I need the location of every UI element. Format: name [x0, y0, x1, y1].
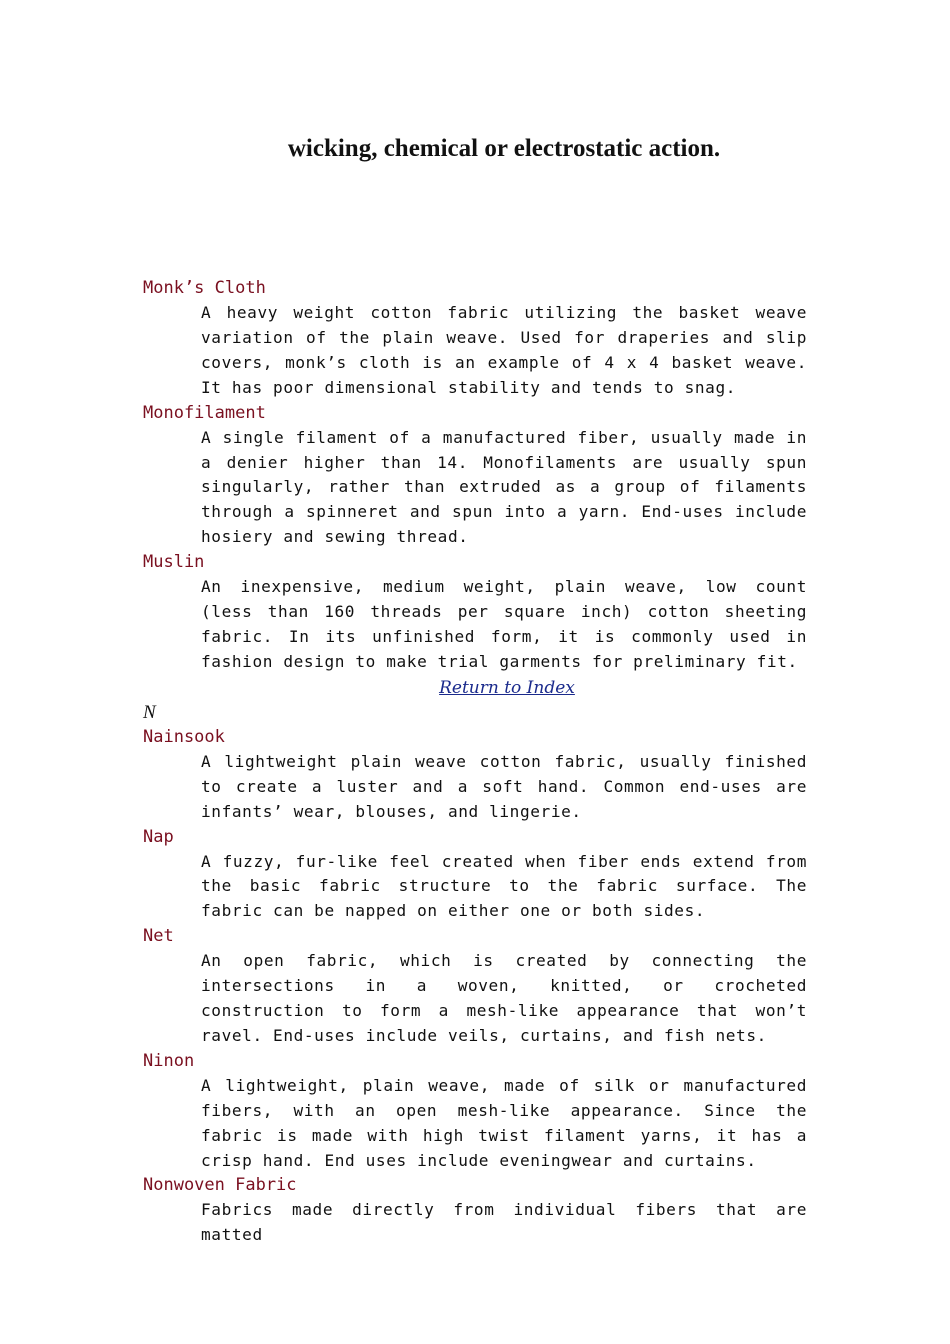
entry-definition: A heavy weight cotton fabric utilizing the basket weave variation of the plain weave. Used for draperies and slip covers, monk’s cloth is an example of 4 x 4 basket weave. It has poor dimensional stability and tends to snag. [201, 303, 807, 397]
glossary-entry [143, 550, 807, 675]
entry-term: Nap [143, 826, 174, 847]
glossary-entry [143, 276, 807, 401]
return-row [143, 675, 807, 700]
glossary-content [143, 276, 807, 1248]
glossary-entry [143, 725, 807, 825]
glossary-entry [143, 825, 807, 925]
entry-definition: A fuzzy, fur-like feel created when fiber ends extend from the basic fabric structure to the fabric surface. The fabric can be napped on either one or both sides. [201, 851, 807, 921]
entry-term: Ninon [143, 1050, 195, 1071]
entry-definition: A lightweight, plain weave, made of silk or manufactured fibers, with an open mesh-like appearance. Since the fabric is made with high twist filament yarns, it has a crisp hand. End uses include eveningwear and curtains. [201, 1075, 807, 1170]
entry-term: Net [143, 926, 174, 947]
glossary-entry [143, 1173, 807, 1248]
entry-definition: A lightweight plain weave cotton fabric, usually finished to create a luster and a soft hand. Common end-uses are infants’ wear, blouses, and lingerie. [201, 751, 807, 821]
glossary-entry [143, 924, 807, 1049]
entry-definition: A single filament of a manufactured fiber, usually made in a denier higher than 14. Monofilaments are usually spun singularly, rather than extruded as a group of filaments through a spinneret and spun into a yarn. End-uses include hosiery and sewing thread. [201, 427, 807, 547]
continuation-line: wicking, chemical or electrostatic action. [287, 135, 721, 162]
entry-definition: Fabrics made directly from individual fibers that are matted [201, 1200, 807, 1245]
entry-term: Nonwoven Fabric [143, 1175, 297, 1196]
glossary-entry [143, 1049, 807, 1174]
entry-term: Monk’s Cloth [143, 278, 266, 298]
entry-definition: An inexpensive, medium weight, plain weave, low count (less than 160 threads per square inch) cotton sheeting fabric. In its unfinished form, it is commonly used in fashion design to make trial garments for preliminary fit. [201, 577, 807, 671]
return-to-index-link[interactable]: Return to Index [439, 677, 575, 698]
entry-term: Monofilament [143, 402, 266, 423]
section-letter: N [143, 701, 156, 723]
glossary-entry [143, 401, 807, 551]
entry-definition: An open fabric, which is created by connecting the intersections in a woven, knitted, or crocheted construction to form a mesh-like appearance that won’t ravel. End-uses include veils, curtains, and fish nets. [201, 951, 807, 1045]
entry-term: Nainsook [143, 726, 225, 747]
entry-term: Muslin [143, 552, 205, 573]
